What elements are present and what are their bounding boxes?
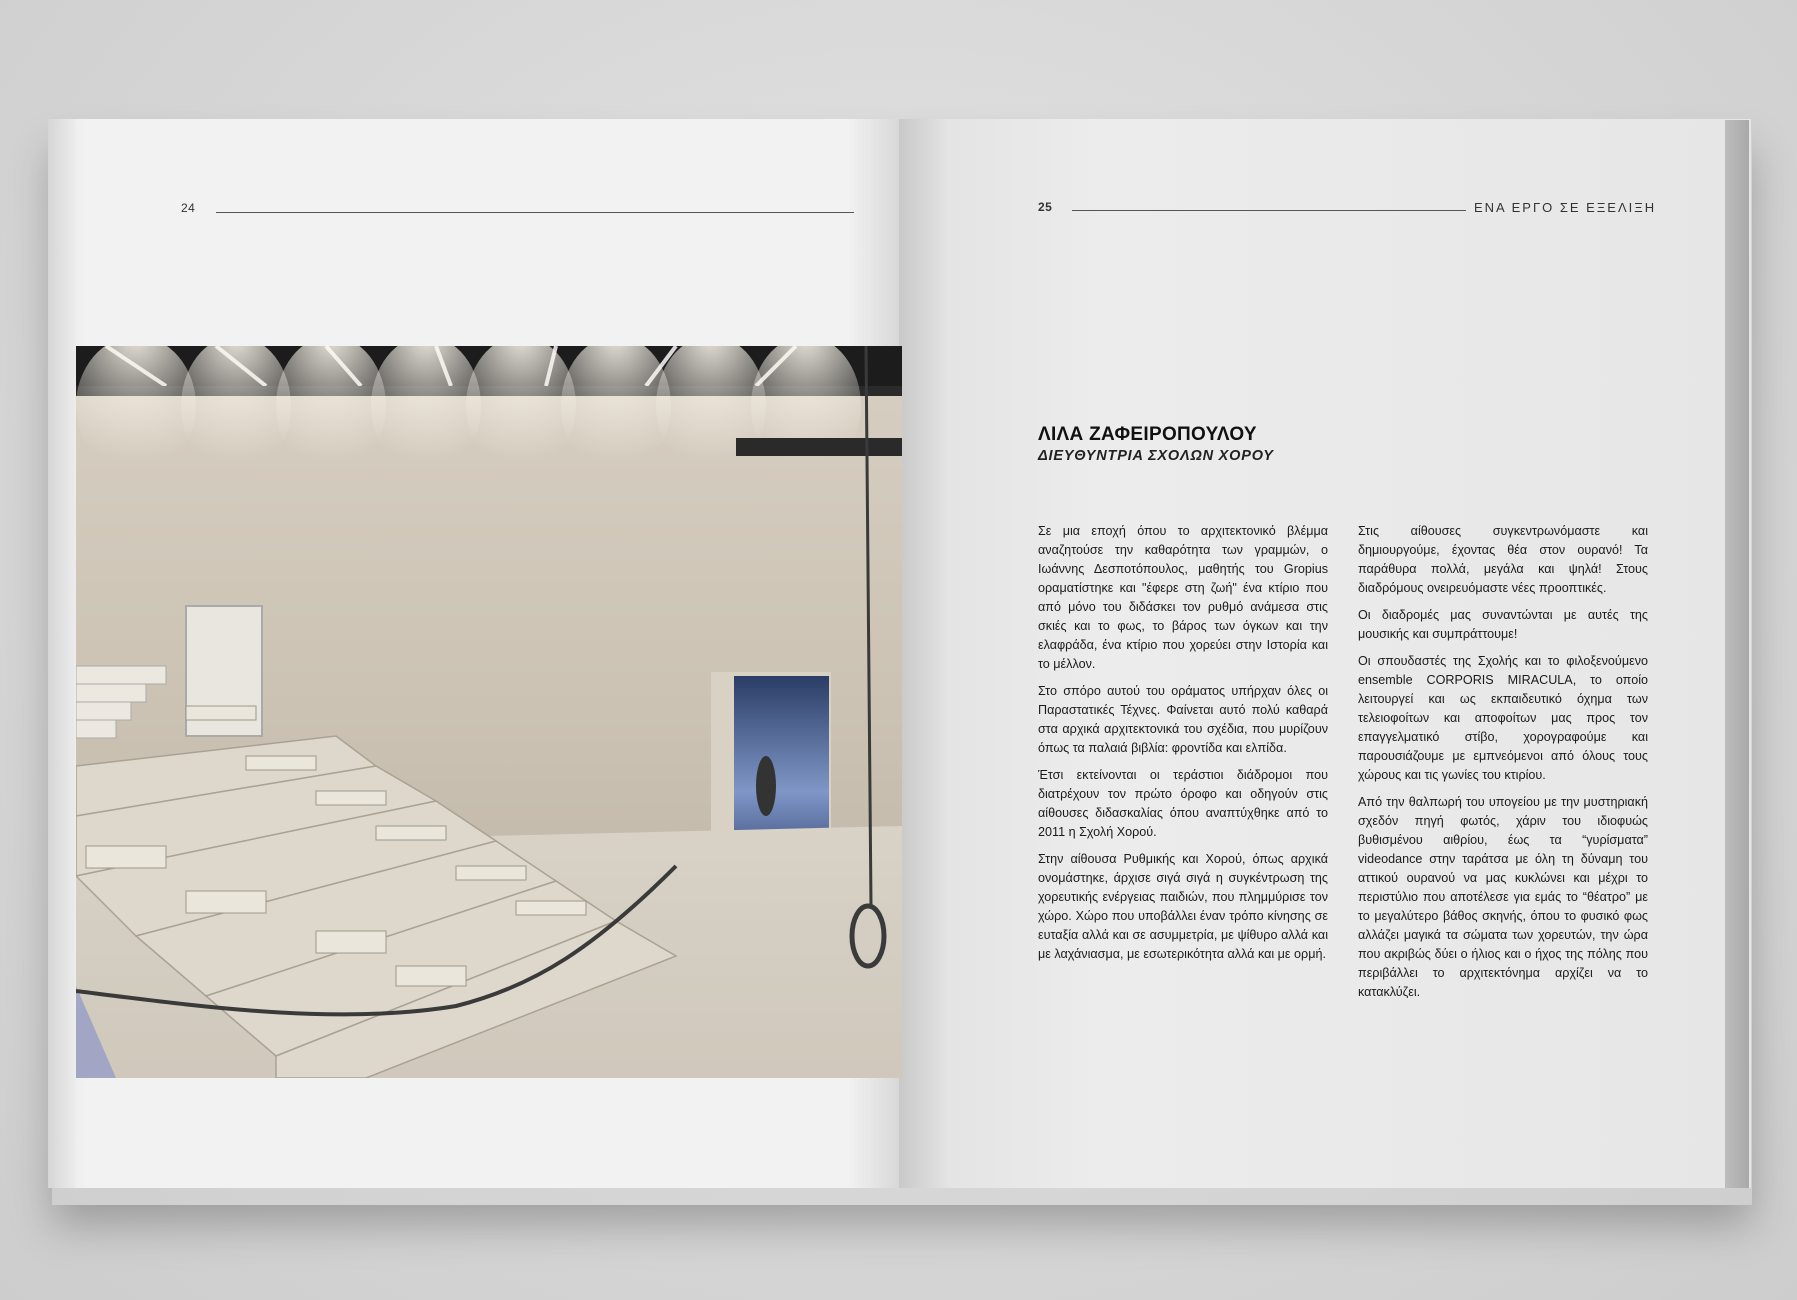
header-rule-right: [1072, 210, 1466, 211]
page-number-left: 24: [181, 201, 196, 215]
left-page-edge: [48, 119, 76, 1188]
paragraph: Έτσι εκτείνονται οι τεράστιοι διάδρομοι που διατρέχουν τον πρώτο όροφο και οδηγούν στις αίθουσες διδασκαλίας όπου αναπτύχθηκε από το 2011 η Σχολή Χορού.: [1038, 768, 1328, 839]
paragraph: Από την θαλπωρή του υπογείου με την μυστηριακή σχεδόν πηγή φωτός, χάριν του ιδιοφυώς βυθισμένου αιθρίου, έως τα “γυρίσματα” videodance στην ταράτσα με όλη τη δύναμη του αττικού ουρανού να μας κυκλώνει και μέχρι το περιστύλιο που αποτέλεσε για εμάς το “θέατρο” με το μεγαλύτερο βάθος σκηνής, όπου το φυσικό φως αλλάζει μαγικά τα σώματα των χορευτών, την ώρα που ακριβώς δύει ο ήλιος και ο ήχος της πόλης που περιβάλλει το αρχιτεκτόνημα αρχίζει να το κατακλύζει.: [1358, 795, 1648, 999]
text-column-2: [1358, 522, 1648, 1010]
author-role: ΔΙΕΥΘΥΝΤΡΙΑ ΣΧΟΛΩΝ ΧΟΡΟΥ: [1038, 448, 1274, 464]
paragraph: Οι διαδρομές μας συναντώνται με αυτές της μουσικής και συμπράττουμε!: [1358, 608, 1648, 641]
header-rule-left: [216, 212, 854, 213]
page-number-right: 25: [1038, 200, 1053, 214]
dance-studio-photo: [76, 346, 902, 1078]
author-name: ΛΙΛΑ ΖΑΦΕΙΡΟΠΟΥΛΟΥ: [1038, 424, 1257, 445]
paragraph: Στο σπόρο αυτού του οράματος υπήρχαν όλες οι Παραστατικές Τέχνες. Φαίνεται αυτό πολύ καθαρά στα αρχικά αρχιτεκτονικά του σχέδια, που μυρίζουν όπως τα παλαιά βιβλία: φροντίδα και ελπίδα.: [1038, 684, 1328, 755]
paragraph: Στην αίθουσα Ρυθμικής και Χορού, όπως αρχικά ονομάστηκε, άρχισε σιγά σιγά η συγκέντρωση της χορευτικής ενέργειας παιδιών, που πλημμύρισε τον χώρο. Χώρο που υποβάλλει έναν τρόπο κίνησης σε ευταξία αλλά και σε ασυμμετρία, με ψίθυρο αλλά και με λαχάνιασμα, με εσωτερικότητα αλλά και με ορμή.: [1038, 852, 1328, 961]
running-head: ΕΝΑ ΕΡΓΟ ΣΕ ΕΞΕΛΙΞΗ: [1474, 200, 1657, 215]
text-column-1: [1038, 522, 1328, 972]
paragraph: Οι σπουδαστές της Σχολής και το φιλοξενούμενο ensemble CORPORIS MIRACULA, το οποίο λειτουργεί και ως εκπαιδευτικό όχημα των τελειοφοίτων και αποφοίτων μας προς τον επαγγελματικό στίβο, χορογραφούμε και παρουσιάζουμε με εμπνεόμενοι από όλους τους χώρους και τις γωνίες του κτιρίου.: [1358, 654, 1648, 782]
right-page-edge: [1725, 120, 1749, 1188]
paragraph: Στις αίθουσες συγκεντρωνόμαστε και δημιουργούμε, έχοντας θέα στον ουρανό! Τα παράθυρα πολλά, μεγάλα και ψηλά! Στους διαδρόμους ονειρευόμαστε νέες προοπτικές.: [1358, 524, 1648, 595]
paragraph: Σε μια εποχή όπου το αρχιτεκτονικό βλέμμα αναζητούσε την καθαρότητα των γραμμών, ο Ιωάννης Δεσποτόπουλος, μαθητής του Gropius οραματίστηκε και "έφερε στη ζωή" ένα κτίριο που από μόνο του διδάσκει τον ρυθμό ανάμεσα στις σκιές και το φως, το βάρος των όγκων και την ελαφράδα, ένα κτίριο που χορεύει στην Ιστορία και το μέλλον.: [1038, 524, 1328, 671]
